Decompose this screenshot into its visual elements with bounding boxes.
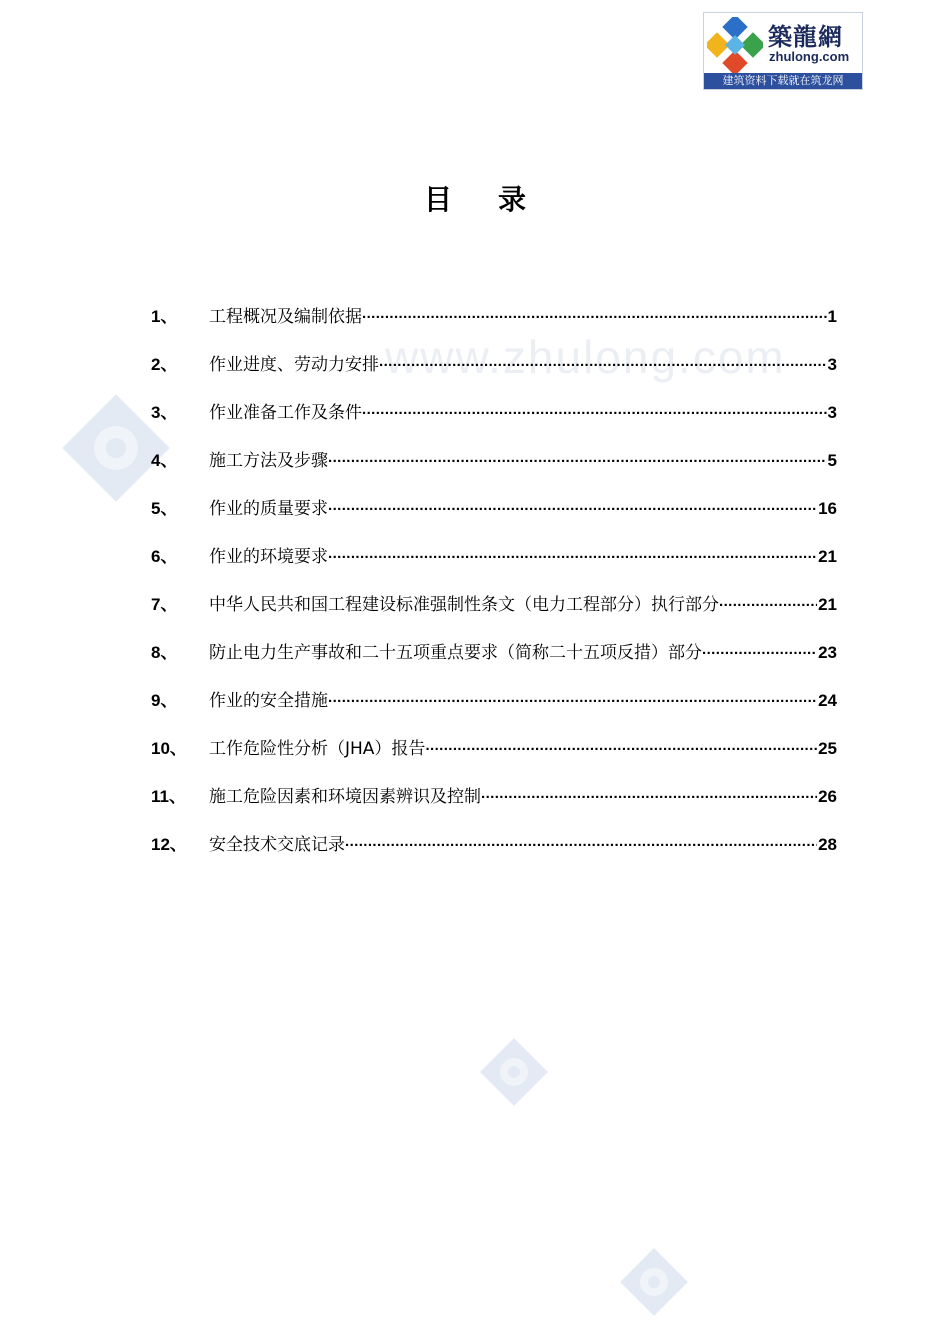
logo-slogan: 建筑资料下载就在筑龙网 [704,73,862,89]
toc-number: 7、 [151,595,178,614]
toc-leader [425,736,817,754]
toc-page-number: 21 [818,547,837,566]
toc-heading: 安全技术交底记录 [209,835,345,855]
toc-heading: 防止电力生产事故和二十五项重点要求（简称二十五项反措）部分 [209,643,702,663]
table-of-contents [151,304,837,880]
toc-leader [719,592,817,610]
logo-domain: zhulong.com [769,49,850,64]
toc-leader [362,304,827,322]
logo-pinwheel-icon [707,17,763,73]
toc-number: 1、 [151,307,178,326]
toc-heading: 中华人民共和国工程建设标准强制性条文（电力工程部分）执行部分 [209,595,719,615]
toc-heading: 工作危险性分析（JHA）报告 [209,739,426,759]
toc-leader [379,352,827,370]
toc-heading: 工程概况及编制依据 [209,307,362,327]
toc-page-number: 21 [818,595,837,614]
toc-entry[interactable] [151,688,837,736]
toc-heading: 作业的安全措施 [209,691,328,711]
logo-name-cn: 築龍網 [768,22,843,51]
toc-page-number: 3 [827,355,837,374]
toc-heading: 作业准备工作及条件 [209,403,362,423]
toc-number: 9、 [151,691,178,710]
toc-heading: 作业的环境要求 [209,547,328,567]
zhulong-logo [703,12,863,90]
toc-page-number: 26 [818,787,837,806]
toc-leader [345,832,817,850]
toc-number: 12、 [151,835,187,854]
toc-entry[interactable] [151,400,837,448]
toc-heading: 作业进度、劳动力安排 [209,355,379,375]
toc-number: 8、 [151,643,178,662]
toc-number: 2、 [151,355,178,374]
toc-leader [481,784,817,802]
toc-heading: 施工危险因素和环境因素辨识及控制 [209,787,481,807]
toc-leader [328,544,817,562]
toc-number: 4、 [151,451,178,470]
toc-entry[interactable] [151,784,837,832]
toc-page-number: 28 [818,835,837,854]
watermark-snowflake-icon [478,1036,550,1108]
toc-leader [362,400,827,418]
toc-entry[interactable] [151,640,837,688]
toc-number: 10、 [151,739,187,758]
page-title: 目录 [423,183,572,216]
toc-entry[interactable] [151,496,837,544]
toc-entry[interactable] [151,448,837,496]
toc-leader [702,640,817,658]
toc-page-number: 1 [827,307,837,326]
toc-number: 6、 [151,547,178,566]
toc-page-number: 5 [827,451,837,470]
watermark-text: www.zhulong.com [385,331,786,383]
toc-page-number: 16 [818,499,837,518]
toc-entry[interactable] [151,832,837,880]
toc-leader [328,496,817,514]
toc-heading: 施工方法及步骤 [209,451,328,471]
toc-page-number: 23 [818,643,837,662]
toc-page-number: 25 [818,739,837,758]
toc-page-number: 3 [827,403,837,422]
toc-entry[interactable] [151,304,837,352]
watermark-snowflake-icon [618,1246,690,1318]
toc-entry[interactable] [151,352,837,400]
toc-heading: 作业的质量要求 [209,499,328,519]
toc-number: 3、 [151,403,178,422]
toc-entry[interactable] [151,736,837,784]
toc-number: 5、 [151,499,178,518]
toc-entry[interactable] [151,592,837,640]
toc-entry[interactable] [151,544,837,592]
toc-page-number: 24 [818,691,837,710]
toc-number: 11、 [151,787,186,806]
toc-leader [328,688,817,706]
toc-leader [328,448,827,466]
